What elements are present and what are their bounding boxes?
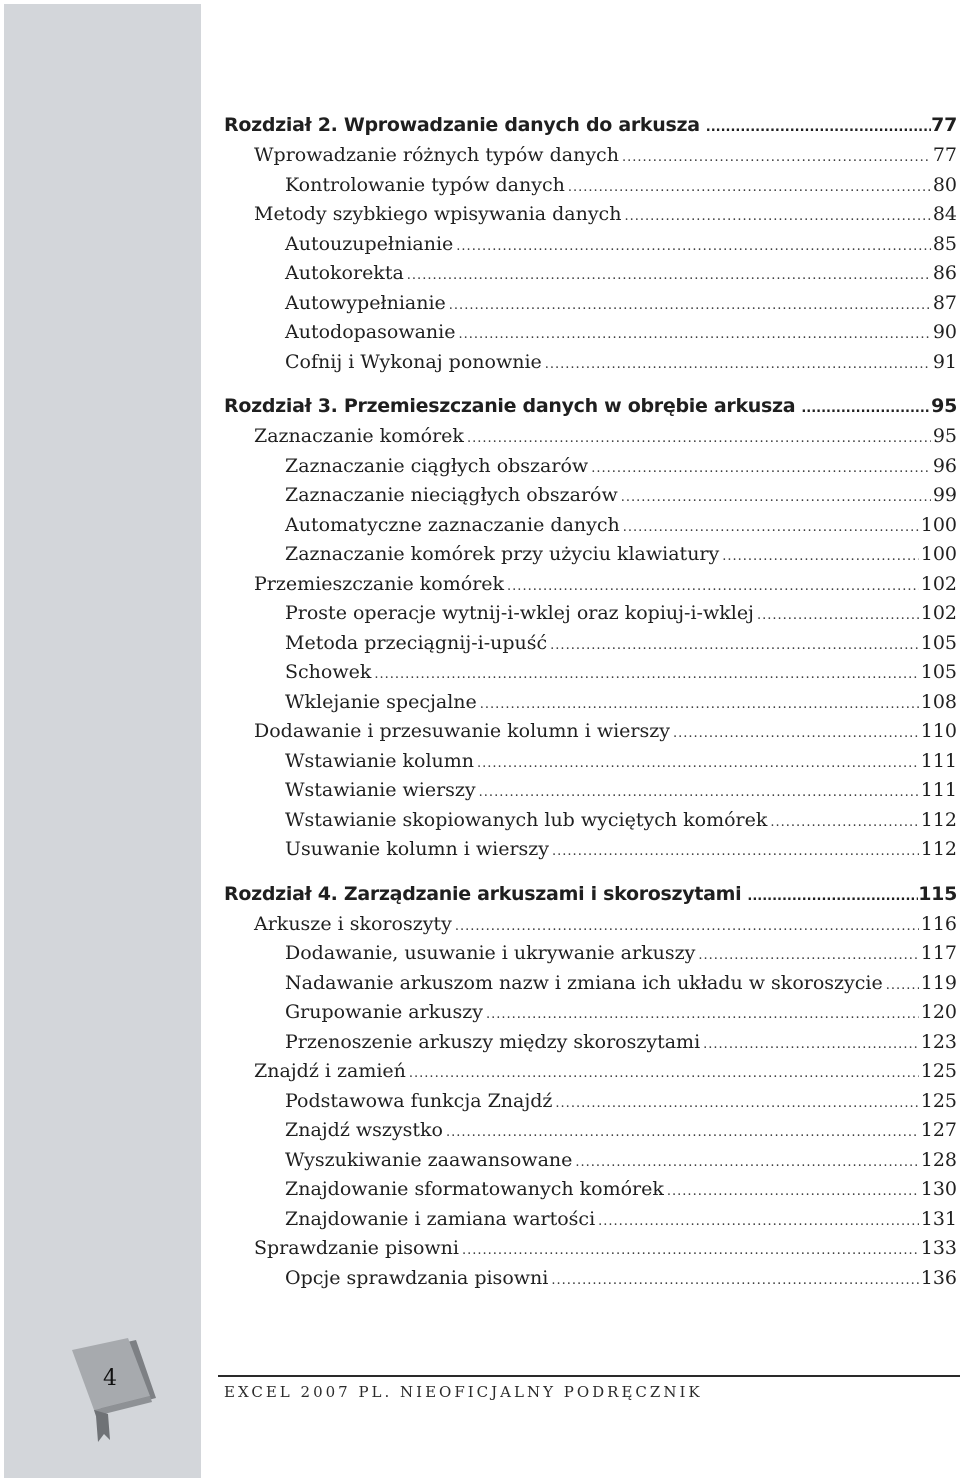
toc-subentry (224, 747, 957, 777)
toc-subentry (224, 599, 957, 629)
chapter-page-number: 95 (931, 395, 957, 417)
toc-subentry (224, 481, 957, 511)
dot-leader (462, 1236, 919, 1266)
dot-leader (801, 393, 931, 424)
entry-title: Wstawianie wierszy (285, 779, 476, 801)
toc-subentry (224, 1264, 957, 1294)
dot-leader (575, 1148, 918, 1178)
toc-subentry (224, 1116, 957, 1146)
dot-leader (591, 454, 931, 484)
entry-page-number: 84 (932, 203, 957, 225)
footer-rule (218, 1375, 960, 1377)
entry-page-number: 100 (920, 513, 957, 536)
chapter-page-number: 115 (918, 882, 957, 905)
toc-section (224, 879, 957, 1294)
entry-page-number: 91 (932, 350, 957, 373)
toc-subentry (224, 776, 957, 806)
entry-title: Zaznaczanie nieciągłych obszarów (285, 484, 618, 506)
entry-title: Wstawianie skopiowanych lub wyciętych komórek (285, 808, 768, 831)
entry-page-number: 100 (920, 543, 957, 565)
dot-leader (477, 749, 919, 779)
toc-subentry (224, 452, 957, 482)
toc-chapter-row (224, 879, 957, 910)
entry-page-number: 111 (920, 749, 957, 772)
dot-leader (545, 350, 931, 380)
toc-subentry (224, 835, 957, 865)
entry-title: Autouzupełnianie (285, 232, 454, 255)
entry-page-number: 130 (920, 1178, 957, 1200)
dot-leader (449, 291, 931, 321)
entry-title: Kontrolowanie typów danych (285, 173, 565, 196)
entry-title: Sprawdzanie pisowni (254, 1237, 459, 1259)
book-icon (64, 1330, 174, 1450)
entry-title: Autokorekta (285, 262, 404, 284)
entry-page-number: 119 (920, 971, 957, 994)
entry-page-number: 123 (920, 1030, 957, 1053)
dot-leader (770, 808, 918, 838)
chapter-title: Rozdział 2. Wprowadzanie danych do arkusza (224, 114, 700, 136)
dot-leader (722, 542, 918, 572)
dot-leader (624, 202, 930, 232)
toc-subentry (224, 230, 957, 260)
dot-leader (703, 1030, 919, 1060)
toc-subentry (224, 998, 957, 1028)
toc-subentry (224, 688, 957, 718)
toc-entry (224, 1234, 957, 1264)
entry-page-number: 102 (920, 602, 957, 624)
chapter-page-number: 77 (931, 114, 957, 136)
toc-subentry (224, 939, 957, 969)
dot-leader (598, 1207, 919, 1237)
chapter-title: Rozdział 3. Przemieszczanie danych w obrębie arkusza (224, 395, 796, 417)
entry-page-number: 125 (920, 1060, 957, 1082)
toc-entry (224, 570, 957, 600)
entry-page-number: 90 (932, 321, 957, 343)
dot-leader (409, 1059, 919, 1089)
toc-entry (224, 141, 957, 171)
entry-page-number: 87 (932, 291, 957, 314)
entry-page-number: 108 (920, 690, 957, 713)
entry-page-number: 95 (932, 425, 957, 447)
dot-leader (673, 719, 919, 749)
dot-leader (747, 881, 918, 912)
entry-page-number: 136 (920, 1266, 957, 1289)
entry-page-number: 133 (920, 1237, 957, 1259)
toc-entry (224, 717, 957, 747)
entry-page-number: 110 (920, 720, 957, 742)
entry-page-number: 116 (920, 912, 957, 935)
entry-title: Znajdź wszystko (285, 1119, 443, 1141)
toc-entry (224, 422, 957, 452)
table-of-contents (224, 110, 957, 1307)
toc-entry (224, 910, 957, 940)
entry-title: Metody szybkiego wpisywania danych (254, 203, 622, 225)
entry-page-number: 85 (932, 232, 957, 255)
entry-title: Metoda przeciągnij-i-upuść (285, 631, 548, 654)
entry-page-number: 99 (932, 484, 957, 506)
dot-leader (621, 483, 931, 513)
toc-subentry (224, 1146, 957, 1176)
entry-page-number: 128 (920, 1148, 957, 1171)
toc-subentry (224, 289, 957, 319)
dot-leader (698, 941, 918, 971)
dot-leader (480, 690, 919, 720)
dot-leader (407, 261, 931, 291)
sidebar-band (4, 4, 201, 1478)
chapter-title: Rozdział 4. Zarządzanie arkuszami i skoroszytami (224, 882, 742, 905)
dot-leader (706, 112, 931, 143)
entry-title: Wyszukiwanie zaawansowane (285, 1148, 573, 1171)
entry-page-number: 111 (920, 779, 957, 801)
toc-subentry (224, 259, 957, 289)
entry-page-number: 102 (920, 572, 957, 595)
toc-chapter-row (224, 110, 957, 141)
entry-page-number: 96 (932, 454, 957, 477)
entry-title: Przemieszczanie komórek (254, 572, 505, 595)
toc-subentry (224, 540, 957, 570)
dot-leader (374, 660, 918, 690)
dot-leader (551, 1266, 918, 1296)
entry-title: Znajdowanie i zamiana wartości (285, 1207, 596, 1230)
entry-title: Zaznaczanie komórek (254, 425, 464, 447)
dot-leader (622, 143, 931, 173)
dot-leader (458, 320, 930, 350)
entry-title: Zaznaczanie komórek przy użyciu klawiatury (285, 543, 720, 565)
running-footer-title: EXCEL 2007 PL. NIEOFICJALNY PODRĘCZNIK (224, 1383, 703, 1401)
dot-leader (550, 631, 919, 661)
toc-entry (224, 200, 957, 230)
toc-subentry (224, 629, 957, 659)
dot-leader (886, 971, 919, 1001)
entry-page-number: 125 (920, 1089, 957, 1112)
entry-page-number: 112 (920, 838, 957, 860)
toc-subentry (224, 348, 957, 378)
entry-title: Przenoszenie arkuszy między skoroszytami (285, 1030, 701, 1053)
entry-page-number: 105 (920, 661, 957, 683)
toc-entry (224, 1057, 957, 1087)
dot-leader (479, 778, 919, 808)
entry-page-number: 105 (920, 631, 957, 654)
toc-subentry (224, 806, 957, 836)
entry-page-number: 120 (920, 1001, 957, 1023)
entry-title: Nadawanie arkuszom nazw i zmiana ich układu w skoroszycie (285, 971, 883, 994)
toc-subentry (224, 1028, 957, 1058)
entry-page-number: 117 (920, 942, 957, 964)
entry-title: Opcje sprawdzania pisowni (285, 1266, 549, 1289)
dot-leader (757, 601, 919, 631)
toc-subentry (224, 1175, 957, 1205)
entry-page-number: 131 (920, 1207, 957, 1230)
page-number: 4 (103, 1366, 117, 1391)
entry-title: Cofnij i Wykonaj ponownie (285, 350, 542, 373)
entry-title: Znajdowanie sformatowanych komórek (285, 1178, 664, 1200)
entry-title: Podstawowa funkcja Znajdź (285, 1089, 553, 1112)
dot-leader (446, 1118, 919, 1148)
entry-page-number: 77 (932, 144, 957, 166)
entry-page-number: 112 (920, 808, 957, 831)
entry-page-number: 80 (932, 173, 957, 196)
entry-title: Dodawanie i przesuwanie kolumn i wierszy (254, 720, 670, 742)
entry-title: Wstawianie kolumn (285, 749, 475, 772)
entry-page-number: 127 (920, 1119, 957, 1141)
dot-leader (455, 912, 919, 942)
entry-title: Dodawanie, usuwanie i ukrywanie arkuszy (285, 942, 696, 964)
dot-leader (456, 232, 931, 262)
entry-title: Proste operacje wytnij-i-wklej oraz kopiuj-i-wklej (285, 602, 754, 624)
toc-subentry (224, 1205, 957, 1235)
entry-title: Schowek (285, 661, 372, 683)
dot-leader (507, 572, 919, 602)
entry-title: Grupowanie arkuszy (285, 1001, 483, 1023)
entry-title: Usuwanie kolumn i wierszy (285, 838, 550, 860)
dot-leader (623, 513, 919, 543)
toc-subentry (224, 1087, 957, 1117)
dot-leader (486, 1000, 919, 1030)
entry-title: Autodopasowanie (285, 321, 456, 343)
toc-section (224, 391, 957, 865)
entry-title: Zaznaczanie ciągłych obszarów (285, 454, 589, 477)
toc-chapter-row (224, 391, 957, 422)
toc-subentry (224, 318, 957, 348)
toc-subentry (224, 511, 957, 541)
entry-title: Arkusze i skoroszyty (254, 912, 452, 935)
toc-subentry (224, 658, 957, 688)
dot-leader (667, 1177, 919, 1207)
dot-leader (467, 424, 931, 454)
toc-subentry (224, 171, 957, 201)
entry-title: Wklejanie specjalne (285, 690, 477, 713)
entry-page-number: 86 (932, 262, 957, 284)
entry-title: Wprowadzanie różnych typów danych (254, 144, 619, 166)
dot-leader (568, 173, 931, 203)
dot-leader (555, 1089, 918, 1119)
entry-title: Znajdź i zamień (254, 1060, 406, 1082)
dot-leader (552, 837, 919, 867)
entry-title: Automatyczne zaznaczanie danych (285, 513, 620, 536)
toc-section (224, 110, 957, 377)
toc-subentry (224, 969, 957, 999)
entry-title: Autowypełnianie (285, 291, 446, 314)
